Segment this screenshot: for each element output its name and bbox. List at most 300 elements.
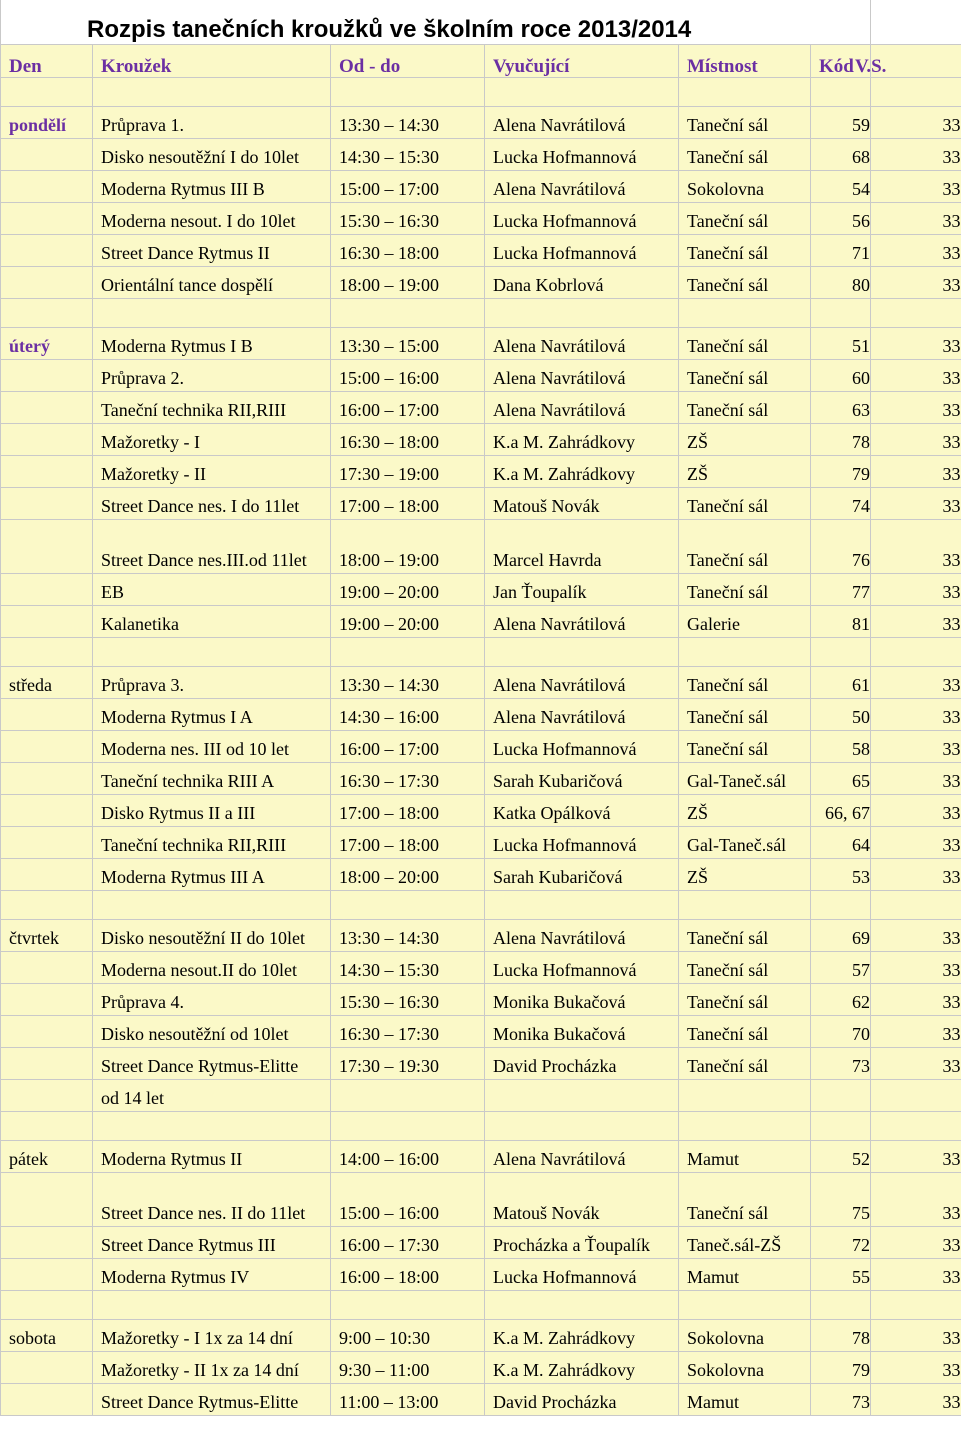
table-row	[1, 827, 961, 859]
table-row	[1, 360, 961, 392]
empty-cell	[871, 78, 961, 107]
teacher-cell: Katka Opálková	[485, 795, 679, 827]
day-empty-cell	[1, 1048, 93, 1080]
room-cell: Sokolovna	[679, 171, 811, 203]
code-cell: 55	[811, 1259, 871, 1291]
table-row	[1, 171, 961, 203]
vs-cell: 33	[871, 488, 961, 520]
teacher-cell	[485, 1080, 679, 1112]
krouzek-cell: Disko nesoutěžní I do 10let	[93, 139, 331, 171]
code-cell: 70	[811, 1016, 871, 1048]
code-cell: 59	[811, 107, 871, 139]
krouzek-cell: Mažoretky - I 1x za 14 dní	[93, 1320, 331, 1352]
code-cell: 77	[811, 574, 871, 606]
room-cell: Taneční sál	[679, 1048, 811, 1080]
vs-cell: 33	[871, 984, 961, 1016]
vs-cell: 33	[871, 920, 961, 952]
header-mistnost: Místnost	[679, 45, 811, 78]
day-empty-cell	[1, 574, 93, 606]
vs-cell: 33	[871, 267, 961, 299]
vs-cell: 33	[871, 456, 961, 488]
time-cell: 18:00 – 19:00	[331, 267, 485, 299]
spacer-row	[1, 299, 961, 328]
teacher-cell: Alena Navrátilová	[485, 667, 679, 699]
code-cell: 73	[811, 1384, 871, 1416]
code-cell: 69	[811, 920, 871, 952]
krouzek-cell: Moderna Rytmus I B	[93, 328, 331, 360]
table-row	[1, 859, 961, 891]
code-cell: 79	[811, 456, 871, 488]
room-cell: Taneční sál	[679, 667, 811, 699]
vs-cell: 33	[871, 1048, 961, 1080]
krouzek-cell: Průprava 1.	[93, 107, 331, 139]
empty-cell	[93, 1112, 331, 1141]
table-row	[1, 606, 961, 638]
spacer-row	[1, 1291, 961, 1320]
table-row	[1, 1048, 961, 1080]
empty-cell	[485, 891, 679, 920]
teacher-cell: Sarah Kubaričová	[485, 763, 679, 795]
vs-cell: 33	[871, 1259, 961, 1291]
teacher-cell: David Procházka	[485, 1384, 679, 1416]
room-cell: Taneční sál	[679, 360, 811, 392]
empty-cell	[93, 299, 331, 328]
vs-cell	[871, 1080, 961, 1112]
krouzek-cell: Moderna Rytmus III B	[93, 171, 331, 203]
table-row	[1, 1384, 961, 1416]
code-cell: 68	[811, 139, 871, 171]
room-cell: Taneční sál	[679, 139, 811, 171]
day-label: sobota	[1, 1320, 93, 1352]
time-cell: 15:30 – 16:30	[331, 203, 485, 235]
time-cell: 15:00 – 16:00	[331, 1173, 485, 1227]
krouzek-cell: Kalanetika	[93, 606, 331, 638]
krouzek-cell: Moderna nes. III od 10 let	[93, 731, 331, 763]
code-cell: 54	[811, 171, 871, 203]
code-cell: 62	[811, 984, 871, 1016]
teacher-cell: Alena Navrátilová	[485, 171, 679, 203]
day-empty-cell	[1, 488, 93, 520]
code-cell: 57	[811, 952, 871, 984]
table-row	[1, 667, 961, 699]
krouzek-cell: Street Dance Rytmus II	[93, 235, 331, 267]
code-cell: 75	[811, 1173, 871, 1227]
day-empty-cell	[1, 795, 93, 827]
time-cell: 17:00 – 18:00	[331, 795, 485, 827]
header-krouzek: Kroužek	[93, 45, 331, 78]
table-row	[1, 952, 961, 984]
vs-cell: 33	[871, 606, 961, 638]
empty-cell	[1, 299, 93, 328]
table-row	[1, 456, 961, 488]
time-cell: 16:00 – 18:00	[331, 1259, 485, 1291]
room-cell: Taneční sál	[679, 267, 811, 299]
krouzek-cell: Moderna Rytmus III A	[93, 859, 331, 891]
spacer-row	[1, 1112, 961, 1141]
table-row	[1, 203, 961, 235]
empty-cell	[679, 1112, 811, 1141]
vs-cell: 33	[871, 574, 961, 606]
vs-cell: 33	[871, 859, 961, 891]
teacher-cell: Dana Kobrlová	[485, 267, 679, 299]
teacher-cell: Lucka Hofmannová	[485, 952, 679, 984]
empty-cell	[331, 1291, 485, 1320]
time-cell: 16:30 – 18:00	[331, 235, 485, 267]
table-row	[1, 699, 961, 731]
vs-cell: 33	[871, 1173, 961, 1227]
krouzek-cell: Street Dance nes. I do 11let	[93, 488, 331, 520]
code-cell: 80	[811, 267, 871, 299]
krouzek-cell: Průprava 2.	[93, 360, 331, 392]
krouzek-cell: Mažoretky - I	[93, 424, 331, 456]
table-row	[1, 1227, 961, 1259]
empty-cell	[485, 638, 679, 667]
time-cell: 17:30 – 19:00	[331, 456, 485, 488]
room-cell: Taneční sál	[679, 731, 811, 763]
teacher-cell: Lucka Hofmannová	[485, 203, 679, 235]
empty-cell	[93, 891, 331, 920]
teacher-cell: Monika Bukačová	[485, 1016, 679, 1048]
teacher-cell: Alena Navrátilová	[485, 699, 679, 731]
room-cell: Taneční sál	[679, 520, 811, 574]
room-cell: Mamut	[679, 1259, 811, 1291]
time-cell: 15:00 – 17:00	[331, 171, 485, 203]
teacher-cell: Sarah Kubaričová	[485, 859, 679, 891]
page-title-text: Rozpis tanečních kroužků ve školním roce 2013/2014	[87, 16, 692, 43]
vs-cell: 33	[871, 1320, 961, 1352]
teacher-cell: Lucka Hofmannová	[485, 731, 679, 763]
day-empty-cell	[1, 267, 93, 299]
time-cell: 9:30 – 11:00	[331, 1352, 485, 1384]
empty-cell	[485, 1112, 679, 1141]
day-empty-cell	[1, 171, 93, 203]
day-empty-cell	[1, 952, 93, 984]
empty-cell	[811, 78, 871, 107]
header-row	[1, 45, 961, 78]
krouzek-cell: Street Dance Rytmus-Elitte	[93, 1048, 331, 1080]
table-row	[1, 1173, 961, 1227]
table-row	[1, 488, 961, 520]
teacher-cell: K.a M. Zahrádkovy	[485, 1320, 679, 1352]
krouzek-cell: Street Dance nes.III.od 11let	[93, 520, 331, 574]
time-cell: 14:00 – 16:00	[331, 1141, 485, 1173]
empty-cell	[331, 638, 485, 667]
header-den: Den	[1, 45, 93, 78]
day-empty-cell	[1, 731, 93, 763]
krouzek-cell: Disko nesoutěžní II do 10let	[93, 920, 331, 952]
teacher-cell: K.a M. Zahrádkovy	[485, 456, 679, 488]
time-cell: 13:30 – 14:30	[331, 920, 485, 952]
vs-cell: 33	[871, 1352, 961, 1384]
empty-cell	[93, 638, 331, 667]
room-cell: ZŠ	[679, 859, 811, 891]
vs-cell: 33	[871, 731, 961, 763]
table-row	[1, 1320, 961, 1352]
time-cell: 16:00 – 17:00	[331, 731, 485, 763]
code-cell: 52	[811, 1141, 871, 1173]
day-empty-cell	[1, 1016, 93, 1048]
table-row	[1, 1352, 961, 1384]
teacher-cell: Alena Navrátilová	[485, 1141, 679, 1173]
teacher-cell: Procházka a Ťoupalík	[485, 1227, 679, 1259]
header-vs: V.S.	[871, 45, 961, 78]
header-kod: Kód	[811, 45, 871, 78]
empty-cell	[331, 1112, 485, 1141]
teacher-cell: Matouš Novák	[485, 1173, 679, 1227]
table-row	[1, 574, 961, 606]
room-cell: Gal-Taneč.sál	[679, 827, 811, 859]
table-row	[1, 392, 961, 424]
time-cell: 16:30 – 17:30	[331, 1016, 485, 1048]
krouzek-cell: Disko Rytmus II a III	[93, 795, 331, 827]
code-cell	[811, 1080, 871, 1112]
vs-cell: 33	[871, 699, 961, 731]
krouzek-cell: Moderna Rytmus I A	[93, 699, 331, 731]
room-cell: Taneč.sál-ZŠ	[679, 1227, 811, 1259]
time-cell: 16:30 – 18:00	[331, 424, 485, 456]
day-empty-cell	[1, 1227, 93, 1259]
day-empty-cell	[1, 699, 93, 731]
table-row	[1, 107, 961, 139]
time-cell: 16:30 – 17:30	[331, 763, 485, 795]
spacer-row	[1, 891, 961, 920]
title-row	[1, 0, 961, 45]
vs-cell: 33	[871, 328, 961, 360]
room-cell: Mamut	[679, 1141, 811, 1173]
teacher-cell: Monika Bukačová	[485, 984, 679, 1016]
day-empty-cell	[1, 235, 93, 267]
empty-cell	[485, 299, 679, 328]
day-empty-cell	[1, 520, 93, 574]
table-row	[1, 1141, 961, 1173]
table-row	[1, 520, 961, 574]
table-row	[1, 920, 961, 952]
empty-cell	[871, 638, 961, 667]
teacher-cell: Lucka Hofmannová	[485, 1259, 679, 1291]
empty-cell	[679, 891, 811, 920]
teacher-cell: Alena Navrátilová	[485, 107, 679, 139]
krouzek-cell: od 14 let	[93, 1080, 331, 1112]
vs-cell: 33	[871, 360, 961, 392]
time-cell: 18:00 – 19:00	[331, 520, 485, 574]
header-od-do: Od - do	[331, 45, 485, 78]
time-cell: 17:00 – 18:00	[331, 488, 485, 520]
empty-cell	[811, 299, 871, 328]
room-cell: Taneční sál	[679, 1016, 811, 1048]
time-cell: 9:00 – 10:30	[331, 1320, 485, 1352]
code-cell: 65	[811, 763, 871, 795]
time-cell: 13:30 – 15:00	[331, 328, 485, 360]
code-cell: 56	[811, 203, 871, 235]
code-cell: 63	[811, 392, 871, 424]
day-label: pátek	[1, 1141, 93, 1173]
teacher-cell: Lucka Hofmannová	[485, 827, 679, 859]
room-cell: ZŠ	[679, 795, 811, 827]
time-cell	[331, 1080, 485, 1112]
code-cell: 72	[811, 1227, 871, 1259]
empty-cell	[93, 1291, 331, 1320]
vs-cell: 33	[871, 1384, 961, 1416]
title-blank-cell	[871, 0, 961, 45]
day-empty-cell	[1, 424, 93, 456]
teacher-cell: Marcel Havrda	[485, 520, 679, 574]
krouzek-cell: Disko nesoutěžní od 10let	[93, 1016, 331, 1048]
teacher-cell: Lucka Hofmannová	[485, 139, 679, 171]
krouzek-cell: Průprava 3.	[93, 667, 331, 699]
room-cell	[679, 1080, 811, 1112]
room-cell: Taneční sál	[679, 984, 811, 1016]
day-empty-cell	[1, 360, 93, 392]
teacher-cell: Lucka Hofmannová	[485, 235, 679, 267]
empty-cell	[811, 891, 871, 920]
empty-cell	[331, 891, 485, 920]
vs-cell: 33	[871, 795, 961, 827]
table-row	[1, 424, 961, 456]
code-cell: 78	[811, 424, 871, 456]
day-empty-cell	[1, 1259, 93, 1291]
day-empty-cell	[1, 1352, 93, 1384]
table-row	[1, 1259, 961, 1291]
empty-cell	[485, 78, 679, 107]
code-cell: 60	[811, 360, 871, 392]
table-row	[1, 795, 961, 827]
vs-cell: 33	[871, 667, 961, 699]
krouzek-cell: Orientální tance dospělí	[93, 267, 331, 299]
empty-cell	[1, 78, 93, 107]
empty-cell	[485, 1291, 679, 1320]
room-cell: Taneční sál	[679, 699, 811, 731]
time-cell: 16:00 – 17:30	[331, 1227, 485, 1259]
krouzek-cell: Taneční technika RII,RIII	[93, 392, 331, 424]
vs-cell: 33	[871, 235, 961, 267]
code-cell: 79	[811, 1352, 871, 1384]
empty-cell	[811, 638, 871, 667]
vs-cell: 33	[871, 763, 961, 795]
empty-cell	[811, 1112, 871, 1141]
empty-cell	[871, 891, 961, 920]
table-row	[1, 731, 961, 763]
teacher-cell: David Procházka	[485, 1048, 679, 1080]
time-cell: 13:30 – 14:30	[331, 107, 485, 139]
day-empty-cell	[1, 1080, 93, 1112]
time-cell: 16:00 – 17:00	[331, 392, 485, 424]
empty-cell	[679, 299, 811, 328]
teacher-cell: Alena Navrátilová	[485, 392, 679, 424]
code-cell: 76	[811, 520, 871, 574]
vs-cell: 33	[871, 520, 961, 574]
krouzek-cell: Taneční technika RIII A	[93, 763, 331, 795]
day-empty-cell	[1, 827, 93, 859]
code-cell: 73	[811, 1048, 871, 1080]
empty-cell	[871, 299, 961, 328]
empty-cell	[871, 1291, 961, 1320]
room-cell: ZŠ	[679, 424, 811, 456]
room-cell: Taneční sál	[679, 574, 811, 606]
krouzek-cell: Moderna Rytmus IV	[93, 1259, 331, 1291]
table-row	[1, 235, 961, 267]
teacher-cell: Matouš Novák	[485, 488, 679, 520]
room-cell: Mamut	[679, 1384, 811, 1416]
code-cell: 51	[811, 328, 871, 360]
empty-cell	[1, 1112, 93, 1141]
time-cell: 18:00 – 20:00	[331, 859, 485, 891]
vs-cell: 33	[871, 171, 961, 203]
room-cell: ZŠ	[679, 456, 811, 488]
krouzek-cell: Moderna nesout.II do 10let	[93, 952, 331, 984]
room-cell: Taneční sál	[679, 952, 811, 984]
code-cell: 58	[811, 731, 871, 763]
teacher-cell: K.a M. Zahrádkovy	[485, 424, 679, 456]
code-cell: 74	[811, 488, 871, 520]
room-cell: Taneční sál	[679, 203, 811, 235]
code-cell: 64	[811, 827, 871, 859]
room-cell: Taneční sál	[679, 1173, 811, 1227]
empty-cell	[679, 78, 811, 107]
day-empty-cell	[1, 203, 93, 235]
time-cell: 14:30 – 16:00	[331, 699, 485, 731]
teacher-cell: Alena Navrátilová	[485, 606, 679, 638]
time-cell: 14:30 – 15:30	[331, 139, 485, 171]
day-empty-cell	[1, 392, 93, 424]
time-cell: 17:30 – 19:30	[331, 1048, 485, 1080]
spacer-row	[1, 78, 961, 107]
code-cell: 66, 67	[811, 795, 871, 827]
vs-cell: 33	[871, 107, 961, 139]
vs-cell: 33	[871, 827, 961, 859]
krouzek-cell: Street Dance nes. II do 11let	[93, 1173, 331, 1227]
day-empty-cell	[1, 1173, 93, 1227]
room-cell: Taneční sál	[679, 328, 811, 360]
code-cell: 81	[811, 606, 871, 638]
room-cell: Taneční sál	[679, 392, 811, 424]
time-cell: 11:00 – 13:00	[331, 1384, 485, 1416]
teacher-cell: Alena Navrátilová	[485, 328, 679, 360]
room-cell: Taneční sál	[679, 920, 811, 952]
time-cell: 15:00 – 16:00	[331, 360, 485, 392]
code-cell: 78	[811, 1320, 871, 1352]
empty-cell	[331, 299, 485, 328]
code-cell: 53	[811, 859, 871, 891]
vs-cell: 33	[871, 1227, 961, 1259]
room-cell: Taneční sál	[679, 488, 811, 520]
day-empty-cell	[1, 984, 93, 1016]
krouzek-cell: Moderna nesout. I do 10let	[93, 203, 331, 235]
table-row	[1, 1016, 961, 1048]
empty-cell	[1, 891, 93, 920]
empty-cell	[331, 78, 485, 107]
vs-cell: 33	[871, 392, 961, 424]
day-label: úterý	[1, 328, 93, 360]
room-cell: Taneční sál	[679, 107, 811, 139]
day-empty-cell	[1, 139, 93, 171]
time-cell: 15:30 – 16:30	[331, 984, 485, 1016]
day-label: čtvrtek	[1, 920, 93, 952]
vs-cell: 33	[871, 1016, 961, 1048]
vs-cell: 33	[871, 1141, 961, 1173]
room-cell: Galerie	[679, 606, 811, 638]
empty-cell	[811, 1291, 871, 1320]
table-row	[1, 267, 961, 299]
teacher-cell: K.a M. Zahrádkovy	[485, 1352, 679, 1384]
krouzek-cell: Street Dance Rytmus-Elitte	[93, 1384, 331, 1416]
day-label: pondělí	[1, 107, 93, 139]
room-cell: Sokolovna	[679, 1320, 811, 1352]
krouzek-cell: EB	[93, 574, 331, 606]
table-row	[1, 1080, 961, 1112]
code-cell: 71	[811, 235, 871, 267]
empty-cell	[1, 1291, 93, 1320]
empty-cell	[1, 638, 93, 667]
